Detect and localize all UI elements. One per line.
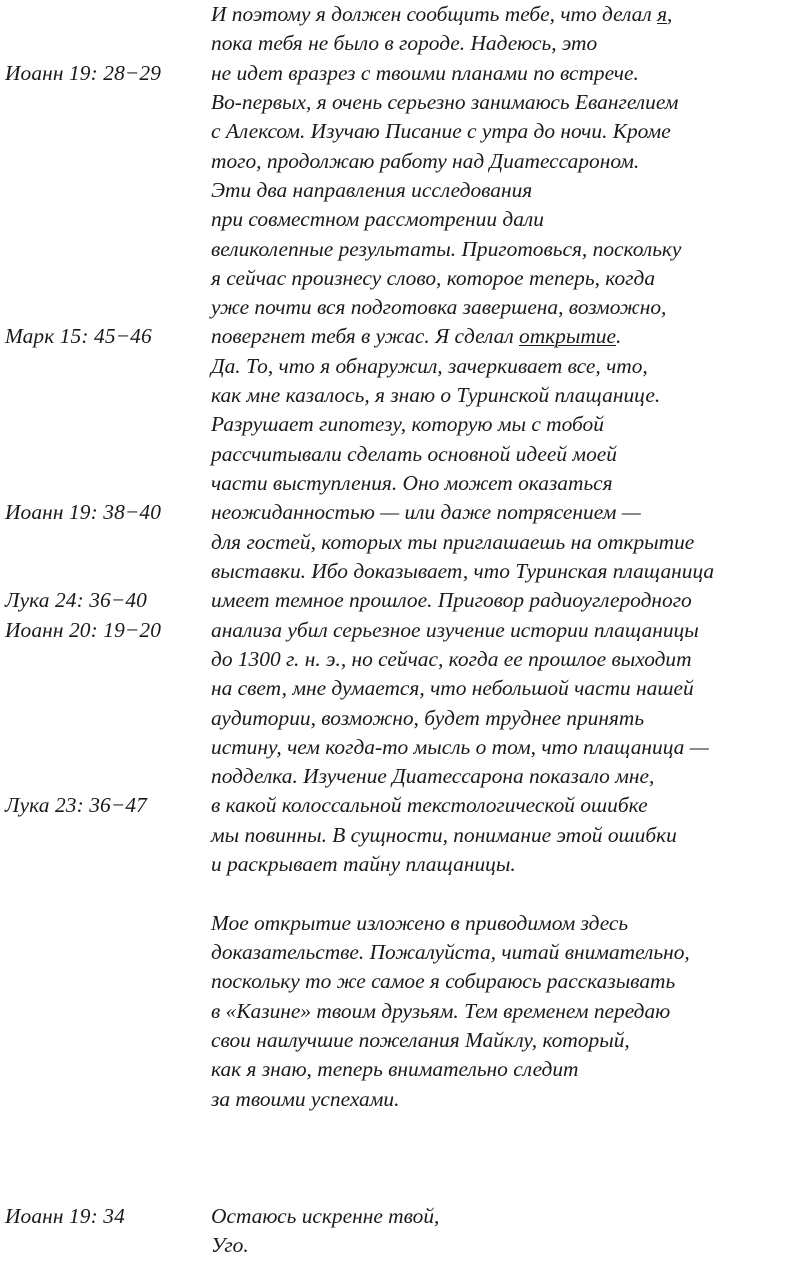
emphasized-word: открытие (519, 324, 616, 349)
margin-notes-column (5, 0, 205, 1260)
margin-empty-line (5, 352, 205, 381)
body-line (211, 176, 787, 205)
margin-empty-line (5, 528, 205, 557)
margin-empty-line (5, 88, 205, 117)
body-line (211, 557, 787, 586)
body-line (211, 967, 787, 996)
margin-empty-line (5, 909, 205, 938)
body-line (211, 1202, 787, 1231)
margin-empty-line (5, 1055, 205, 1084)
margin-empty-line (5, 1085, 205, 1114)
body-line (211, 322, 787, 351)
body-blank-line (211, 879, 787, 908)
body-text: того, продолжаю работу над Диатессароном. (211, 148, 640, 173)
body-text: И поэтому я должен сообщить тебе, что делал (211, 2, 658, 26)
body-text: Во-первых, я очень серьезно занимаюсь Евангелием (211, 89, 679, 114)
margin-empty-line (5, 557, 205, 586)
scripture-reference-text: Иоанн 19: 38−40 (5, 500, 161, 525)
body-line (211, 0, 787, 29)
body-line (211, 674, 787, 703)
body-line (211, 293, 787, 322)
body-text: истину, чем когда-то мысль о том, что плащаница — (211, 734, 709, 759)
body-text: анализа убил серьезное изучение истории плащаницы (211, 617, 699, 642)
body-line (211, 29, 787, 58)
body-line (211, 733, 787, 762)
body-line (211, 997, 787, 1026)
body-text: и раскрывает тайну плащаницы. (211, 852, 516, 877)
body-text: рассчитывали сделать основной идеей моей (211, 441, 617, 466)
body-text: поскольку то же самое я собираюсь рассказывать (211, 969, 676, 994)
scripture-reference (5, 791, 205, 820)
body-line (211, 117, 787, 146)
body-line (211, 205, 787, 234)
margin-empty-line (5, 264, 205, 293)
margin-empty-line (5, 293, 205, 322)
body-text: Уго. (211, 1233, 249, 1258)
margin-empty-line (5, 997, 205, 1026)
body-line (211, 704, 787, 733)
body-text: имеет темное прошлое. Приговор радиоуглеродного (211, 588, 692, 613)
margin-empty-line (5, 674, 205, 703)
margin-empty-line (5, 645, 205, 674)
scripture-reference (5, 59, 205, 88)
body-line (211, 440, 787, 469)
scripture-reference-text: Иоанн 19: 34 (5, 1203, 125, 1228)
scripture-reference (5, 616, 205, 645)
body-line (211, 352, 787, 381)
margin-empty-line (5, 762, 205, 791)
scripture-reference-text: Иоанн 20: 19−20 (5, 617, 161, 642)
body-text: Остаюсь искренне твой, (211, 1203, 440, 1228)
body-line (211, 264, 787, 293)
body-line (211, 791, 787, 820)
body-text: как я знаю, теперь внимательно следит (211, 1057, 579, 1082)
body-line (211, 1085, 787, 1114)
body-line (211, 821, 787, 850)
body-text: Мое открытие изложено в приводимом здесь (211, 910, 629, 935)
body-blank-line (211, 1143, 787, 1172)
scripture-reference-text: Лука 24: 36−40 (5, 588, 147, 613)
body-line (211, 88, 787, 117)
body-text: в «Казине» твоим друзьям. Тем временем передаю (211, 998, 671, 1023)
margin-empty-line (5, 176, 205, 205)
body-line (211, 147, 787, 176)
body-text: как мне казалось, я знаю о Туринской плащанице. (211, 383, 661, 408)
body-line (211, 528, 787, 557)
body-text: . (615, 324, 622, 349)
body-line (211, 586, 787, 615)
margin-empty-line (5, 938, 205, 967)
body-blank-line (211, 1173, 787, 1202)
margin-empty-line (5, 469, 205, 498)
body-line (211, 469, 787, 498)
body-text: , (667, 2, 673, 26)
body-line (211, 1026, 787, 1055)
scripture-reference (5, 586, 205, 615)
body-text: до 1300 г. н. э., но сейчас, когда ее прошлое выходит (211, 646, 692, 671)
body-text: на свет, мне думается, что небольшой части нашей (211, 676, 694, 701)
margin-empty-line (5, 1231, 205, 1260)
margin-empty-line (5, 1114, 205, 1143)
margin-empty-line (5, 205, 205, 234)
body-text: Разрушает гипотезу, которую мы с тобой (211, 412, 604, 437)
body-text: не идет вразрез с твоими планами по встрече. (211, 60, 639, 85)
body-text: при совместном рассмотрении дали (211, 207, 544, 232)
margin-empty-line (5, 850, 205, 879)
margin-empty-line (5, 733, 205, 762)
letter-body-column (211, 0, 787, 1260)
body-text: я сейчас произнесу слово, которое теперь, когда (211, 265, 656, 290)
body-blank-line (211, 1114, 787, 1143)
body-text: великолепные результаты. Приготовься, поскольку (211, 236, 682, 261)
scripture-reference-text: Лука 23: 36−47 (5, 793, 147, 818)
body-line (211, 1231, 787, 1260)
body-text: доказательстве. Пожалуйста, читай внимательно, (211, 940, 690, 964)
body-text: Эти два направления исследования (211, 177, 533, 202)
body-text: повергнет тебя в ужас. Я сделал (211, 324, 520, 349)
scripture-reference (5, 1202, 205, 1231)
margin-empty-line (5, 381, 205, 410)
body-line (211, 410, 787, 439)
body-line (211, 59, 787, 88)
body-text: в какой колоссальной текстологической ошибке (211, 793, 648, 818)
margin-empty-line (5, 29, 205, 58)
body-line (211, 498, 787, 527)
margin-empty-line (5, 967, 205, 996)
body-line (211, 381, 787, 410)
body-line (211, 938, 787, 967)
body-text: части выступления. Оно может оказаться (211, 471, 613, 495)
scripture-reference (5, 322, 205, 351)
body-line (211, 909, 787, 938)
body-text: мы повинны. В сущности, понимание этой ошибки (211, 822, 677, 847)
margin-empty-line (5, 821, 205, 850)
margin-empty-line (5, 879, 205, 908)
body-text: подделка. Изучение Диатессарона показало мне, (211, 764, 655, 789)
margin-empty-line (5, 410, 205, 439)
body-text: Да. То, что я обнаружил, зачеркивает все, что, (211, 353, 648, 378)
body-line (211, 1055, 787, 1084)
scripture-reference-text: Марк 15: 45−46 (5, 324, 152, 349)
margin-empty-line (5, 704, 205, 733)
body-text: свои наилучшие пожелания Майклу, который, (211, 1027, 630, 1052)
margin-empty-line (5, 1173, 205, 1202)
body-text: уже почти вся подготовка завершена, возможно, (211, 295, 667, 320)
margin-empty-line (5, 235, 205, 264)
body-line (211, 645, 787, 674)
margin-empty-line (5, 1026, 205, 1055)
body-text: выставки. Ибо доказывает, что Туринская плащаница (211, 558, 715, 583)
margin-empty-line (5, 440, 205, 469)
body-text: за твоими успехами. (211, 1086, 400, 1111)
body-text: с Алексом. Изучаю Писание с утра до ночи. Кроме (211, 119, 671, 144)
margin-empty-line (5, 0, 205, 29)
margin-empty-line (5, 147, 205, 176)
body-text: неожиданностью — или даже потрясением — (211, 500, 641, 525)
body-line (211, 616, 787, 645)
body-text: пока тебя не было в городе. Надеюсь, это (211, 31, 598, 56)
scripture-reference-text: Иоанн 19: 28−29 (5, 60, 161, 85)
emphasized-word: я (657, 2, 668, 26)
body-text: для гостей, которых ты приглашаешь на открытие (211, 529, 695, 554)
body-line (211, 762, 787, 791)
scripture-reference (5, 498, 205, 527)
margin-empty-line (5, 1143, 205, 1172)
margin-empty-line (5, 117, 205, 146)
body-line (211, 850, 787, 879)
body-line (211, 235, 787, 264)
body-text: аудитории, возможно, будет труднее принять (211, 705, 645, 730)
